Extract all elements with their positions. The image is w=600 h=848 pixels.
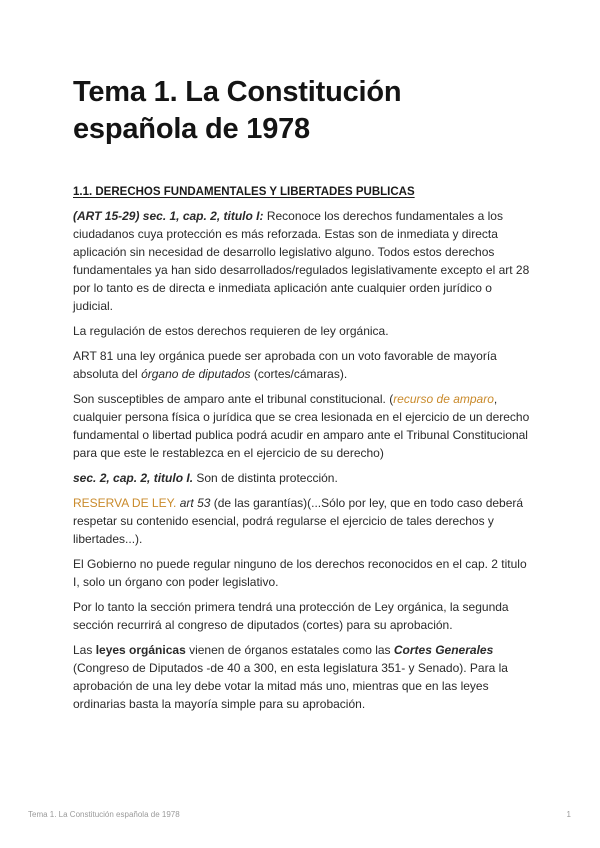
paragraph-1: [73, 207, 533, 315]
paragraph-7: El Gobierno no puede regular ninguno de los derechos reconocidos en el cap. 2 titulo I, solo un órgano con poder legislativo.: [73, 557, 527, 589]
paragraph-3-b: (cortes/cámaras).: [250, 367, 348, 381]
paragraph-2: La regulación de estos derechos requieren de ley orgánica.: [73, 324, 389, 338]
cortes-generales-term: Cortes Generales: [393, 643, 494, 657]
document-body: [73, 74, 533, 720]
page-title: [73, 74, 533, 148]
paragraph-1-lead: (ART 15-29) sec. 1, cap. 2, titulo I:: [73, 209, 264, 223]
paragraph-9-a: Las: [73, 643, 96, 657]
paragraph-1-text: Reconoce los derechos fundamentales a los ciudadanos cuya protección es más reforzada. Estas son de inmediata y directa aplicación sin necesidad de desarrollo legislativo alguno. Todos estos derechos fundamentales ya han sido desarrollados/regulados legislativamente excepto el art 28 por lo tanto es de directa e inmediata aplicación ante cualquier orden jurídico o judicial.: [73, 209, 530, 313]
paragraph-6-text: (de las garantías)(...Sólo por ley, que en todo caso deberá respetar su contenido esencial, podrá regularse el ejercicio de tales derechos y libertades...).: [73, 496, 524, 546]
paragraph-8: Por lo tanto la sección primera tendrá una protección de Ley orgánica, la segunda sección recurrirá al congreso de diputados (cortes) para su aprobación.: [73, 600, 509, 632]
paragraph-4-a: Son susceptibles de amparo ante el tribunal constitucional. (: [73, 392, 394, 406]
footer-document-title: Tema 1. La Constitución española de 1978: [28, 810, 180, 819]
paragraph-9-b: vienen de órganos estatales como las: [185, 643, 394, 657]
paragraph-3-a: ART 81 una ley orgánica puede ser aprobada con un voto favorable de mayoría absoluta del: [73, 349, 497, 381]
paragraph-4-b: , cualquier persona física o jurídica que se crea lesionada en el ejercicio de un derecho fundamental o libertad publica podrá acudir en amparo ante el Tribunal Constitucional para que este le restablezca en el ejercicio de su derecho): [73, 392, 530, 460]
title-line-1: Tema 1. La Constitución: [73, 76, 402, 108]
paragraph-5-text: Son de distinta protección.: [193, 471, 338, 485]
footer-page-number: 1: [566, 810, 571, 819]
paragraph-6: [73, 494, 533, 548]
title-line-2: española de 1978: [73, 113, 310, 145]
recurso-de-amparo-term: recurso de amparo: [393, 392, 494, 406]
paragraph-9-c: (Congreso de Diputados -de 40 a 300, en esta legislatura 351- y Senado). Para la aprobación de una ley debe votar la mitad más uno, mientras que en las leyes ordinarias basta la mayoría simple para su aprobación.: [73, 661, 508, 711]
leyes-organicas-term: leyes orgánicas: [95, 643, 186, 657]
paragraph-3-italic: órgano de diputados: [141, 367, 251, 381]
paragraph-3: [73, 347, 533, 383]
paragraph-5: [73, 469, 533, 487]
paragraph-6-italic: art 53: [179, 496, 211, 510]
paragraph-9: [73, 641, 533, 713]
reserva-de-ley-term: RESERVA DE LEY.: [73, 496, 177, 510]
paragraph-5-lead: sec. 2, cap. 2, titulo I.: [73, 471, 194, 485]
paragraph-4: [73, 390, 533, 462]
section-heading: 1.1. DERECHOS FUNDAMENTALES Y LIBERTADES PUBLICAS: [73, 186, 415, 198]
